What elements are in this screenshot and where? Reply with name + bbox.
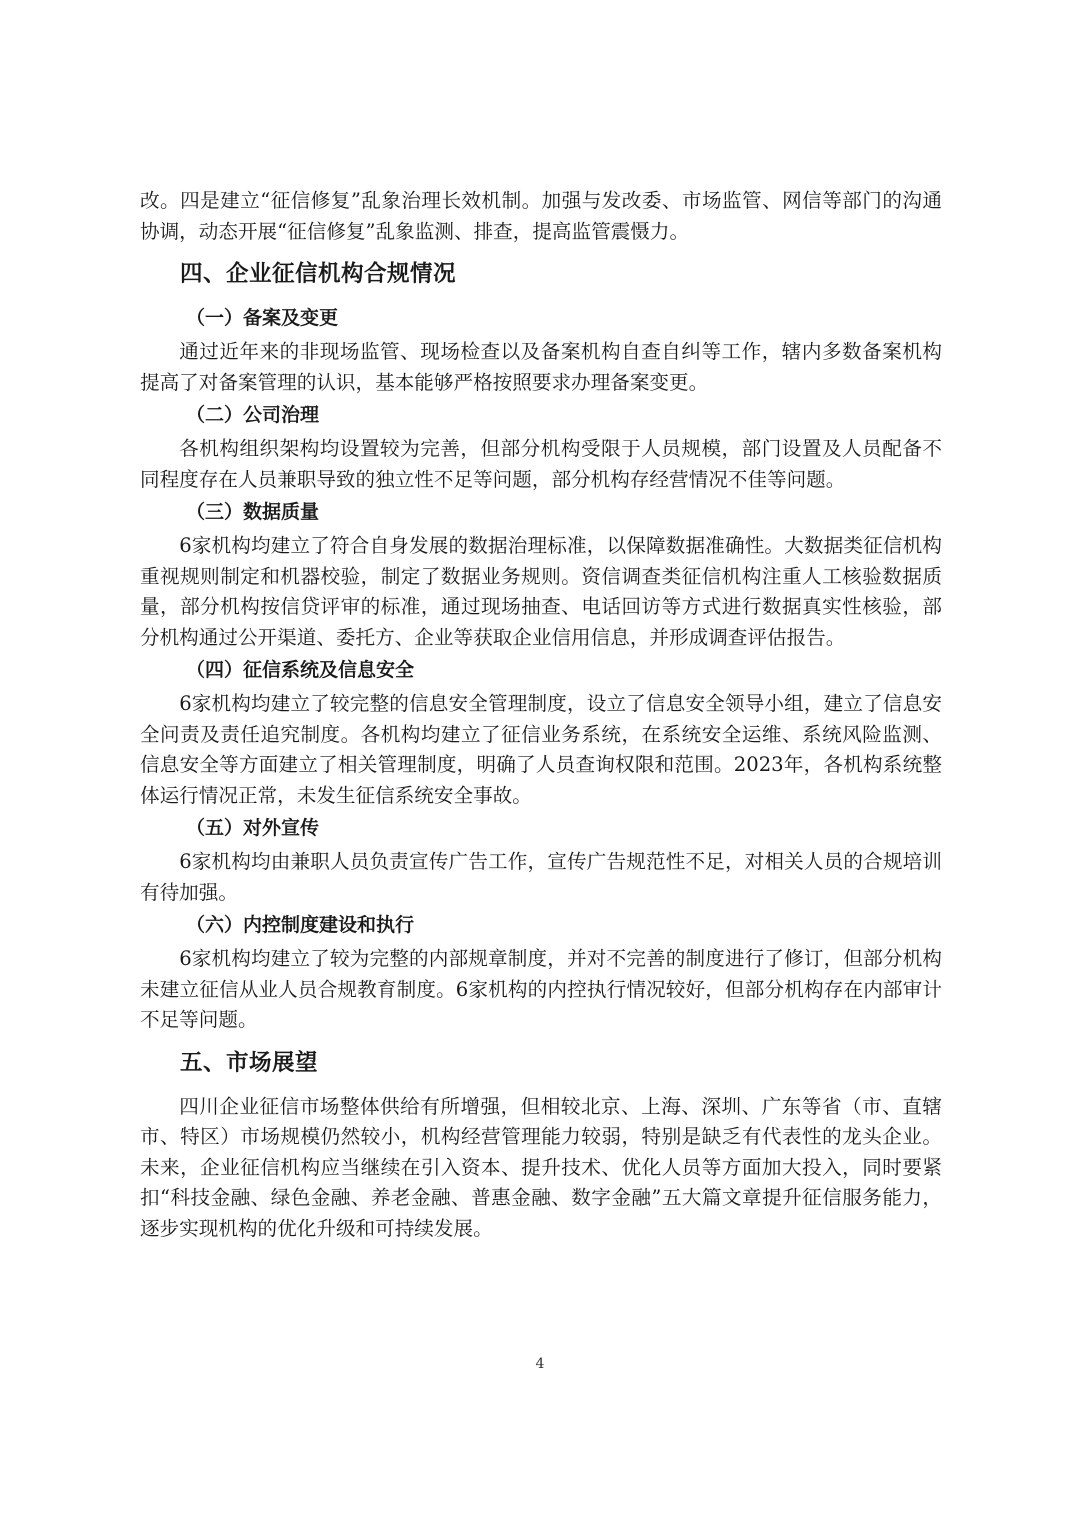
intro-continuation-paragraph: 改。四是建立“征信修复”乱象治理长效机制。加强与发改委、市场监管、网信等部门的沟通协调，动态开展“征信修复”乱象监测、排查，提高监管震慑力。 xyxy=(140,189,942,243)
subsection-3-heading: （三）数据质量 xyxy=(186,501,320,523)
subsection-5-heading: （五）对外宣传 xyxy=(186,817,320,839)
subsection-2-heading: （二）公司治理 xyxy=(186,404,320,426)
section-5-heading: 五、市场展望 xyxy=(180,1049,319,1076)
subsection-6-heading: （六）内控制度建设和执行 xyxy=(186,914,415,936)
subsection-4-heading: （四）征信系统及信息安全 xyxy=(186,659,415,681)
subsection-3-paragraph: 6家机构均建立了符合自身发展的数据治理标准，以保障数据准确性。大数据类征信机构重视规则制定和机器校验，制定了数据业务规则。资信调查类征信机构注重人工核验数据质量，部分机构按信贷评审的标准，通过现场抽查、电话回访等方式进行数据真实性核验，部分机构通过公开渠道、委托方、企业等获取企业信用信息，并形成调查评估报告。 xyxy=(140,534,942,649)
subsection-5-paragraph: 6家机构均由兼职人员负责宣传广告工作，宣传广告规范性不足，对相关人员的合规培训有待加强。 xyxy=(140,850,942,904)
subsection-6-paragraph: 6家机构均建立了较为完整的内部规章制度，并对不完善的制度进行了修订，但部分机构未建立征信从业人员合规教育制度。6家机构的内控执行情况较好，但部分机构存在内部审计不足等问题。 xyxy=(140,947,942,1031)
section-4-heading: 四、企业征信机构合规情况 xyxy=(180,261,457,287)
section-5-paragraph: 四川企业征信市场整体供给有所增强，但相较北京、上海、深圳、广东等省（市、直辖市、特区）市场规模仍然较小，机构经营管理能力较弱，特别是缺乏有代表性的龙头企业。未来，企业征信机构应当继续在引入资本、提升技术、优化人员等方面加大投入，同时要紧扣“科技金融、绿色金融、养老金融、普惠金融、数字金融”五大篇文章提升征信服务能力，逐步实现机构的优化升级和可持续发展。 xyxy=(140,1094,942,1240)
subsection-2-paragraph: 各机构组织架构均设置较为完善，但部分机构受限于人员规模，部门设置及人员配备不同程度存在人员兼职导致的独立性不足等问题，部分机构存经营情况不佳等问题。 xyxy=(140,437,942,491)
subsection-1-paragraph: 通过近年来的非现场监管、现场检查以及备案机构自查自纠等工作，辖内多数备案机构提高了对备案管理的认识，基本能够严格按照要求办理备案变更。 xyxy=(140,340,942,394)
subsection-1-heading: （一）备案及变更 xyxy=(186,307,339,329)
subsection-4-paragraph: 6家机构均建立了较完整的信息安全管理制度，设立了信息安全领导小组，建立了信息安全问责及责任追究制度。各机构均建立了征信业务系统，在系统安全运维、系统风险监测、信息安全等方面建立了相关管理制度，明确了人员查询权限和范围。2023年，各机构系统整体运行情况正常，未发生征信系统安全事故。 xyxy=(140,692,942,807)
page-number: 4 xyxy=(535,1356,545,1372)
document-page xyxy=(140,186,942,1244)
